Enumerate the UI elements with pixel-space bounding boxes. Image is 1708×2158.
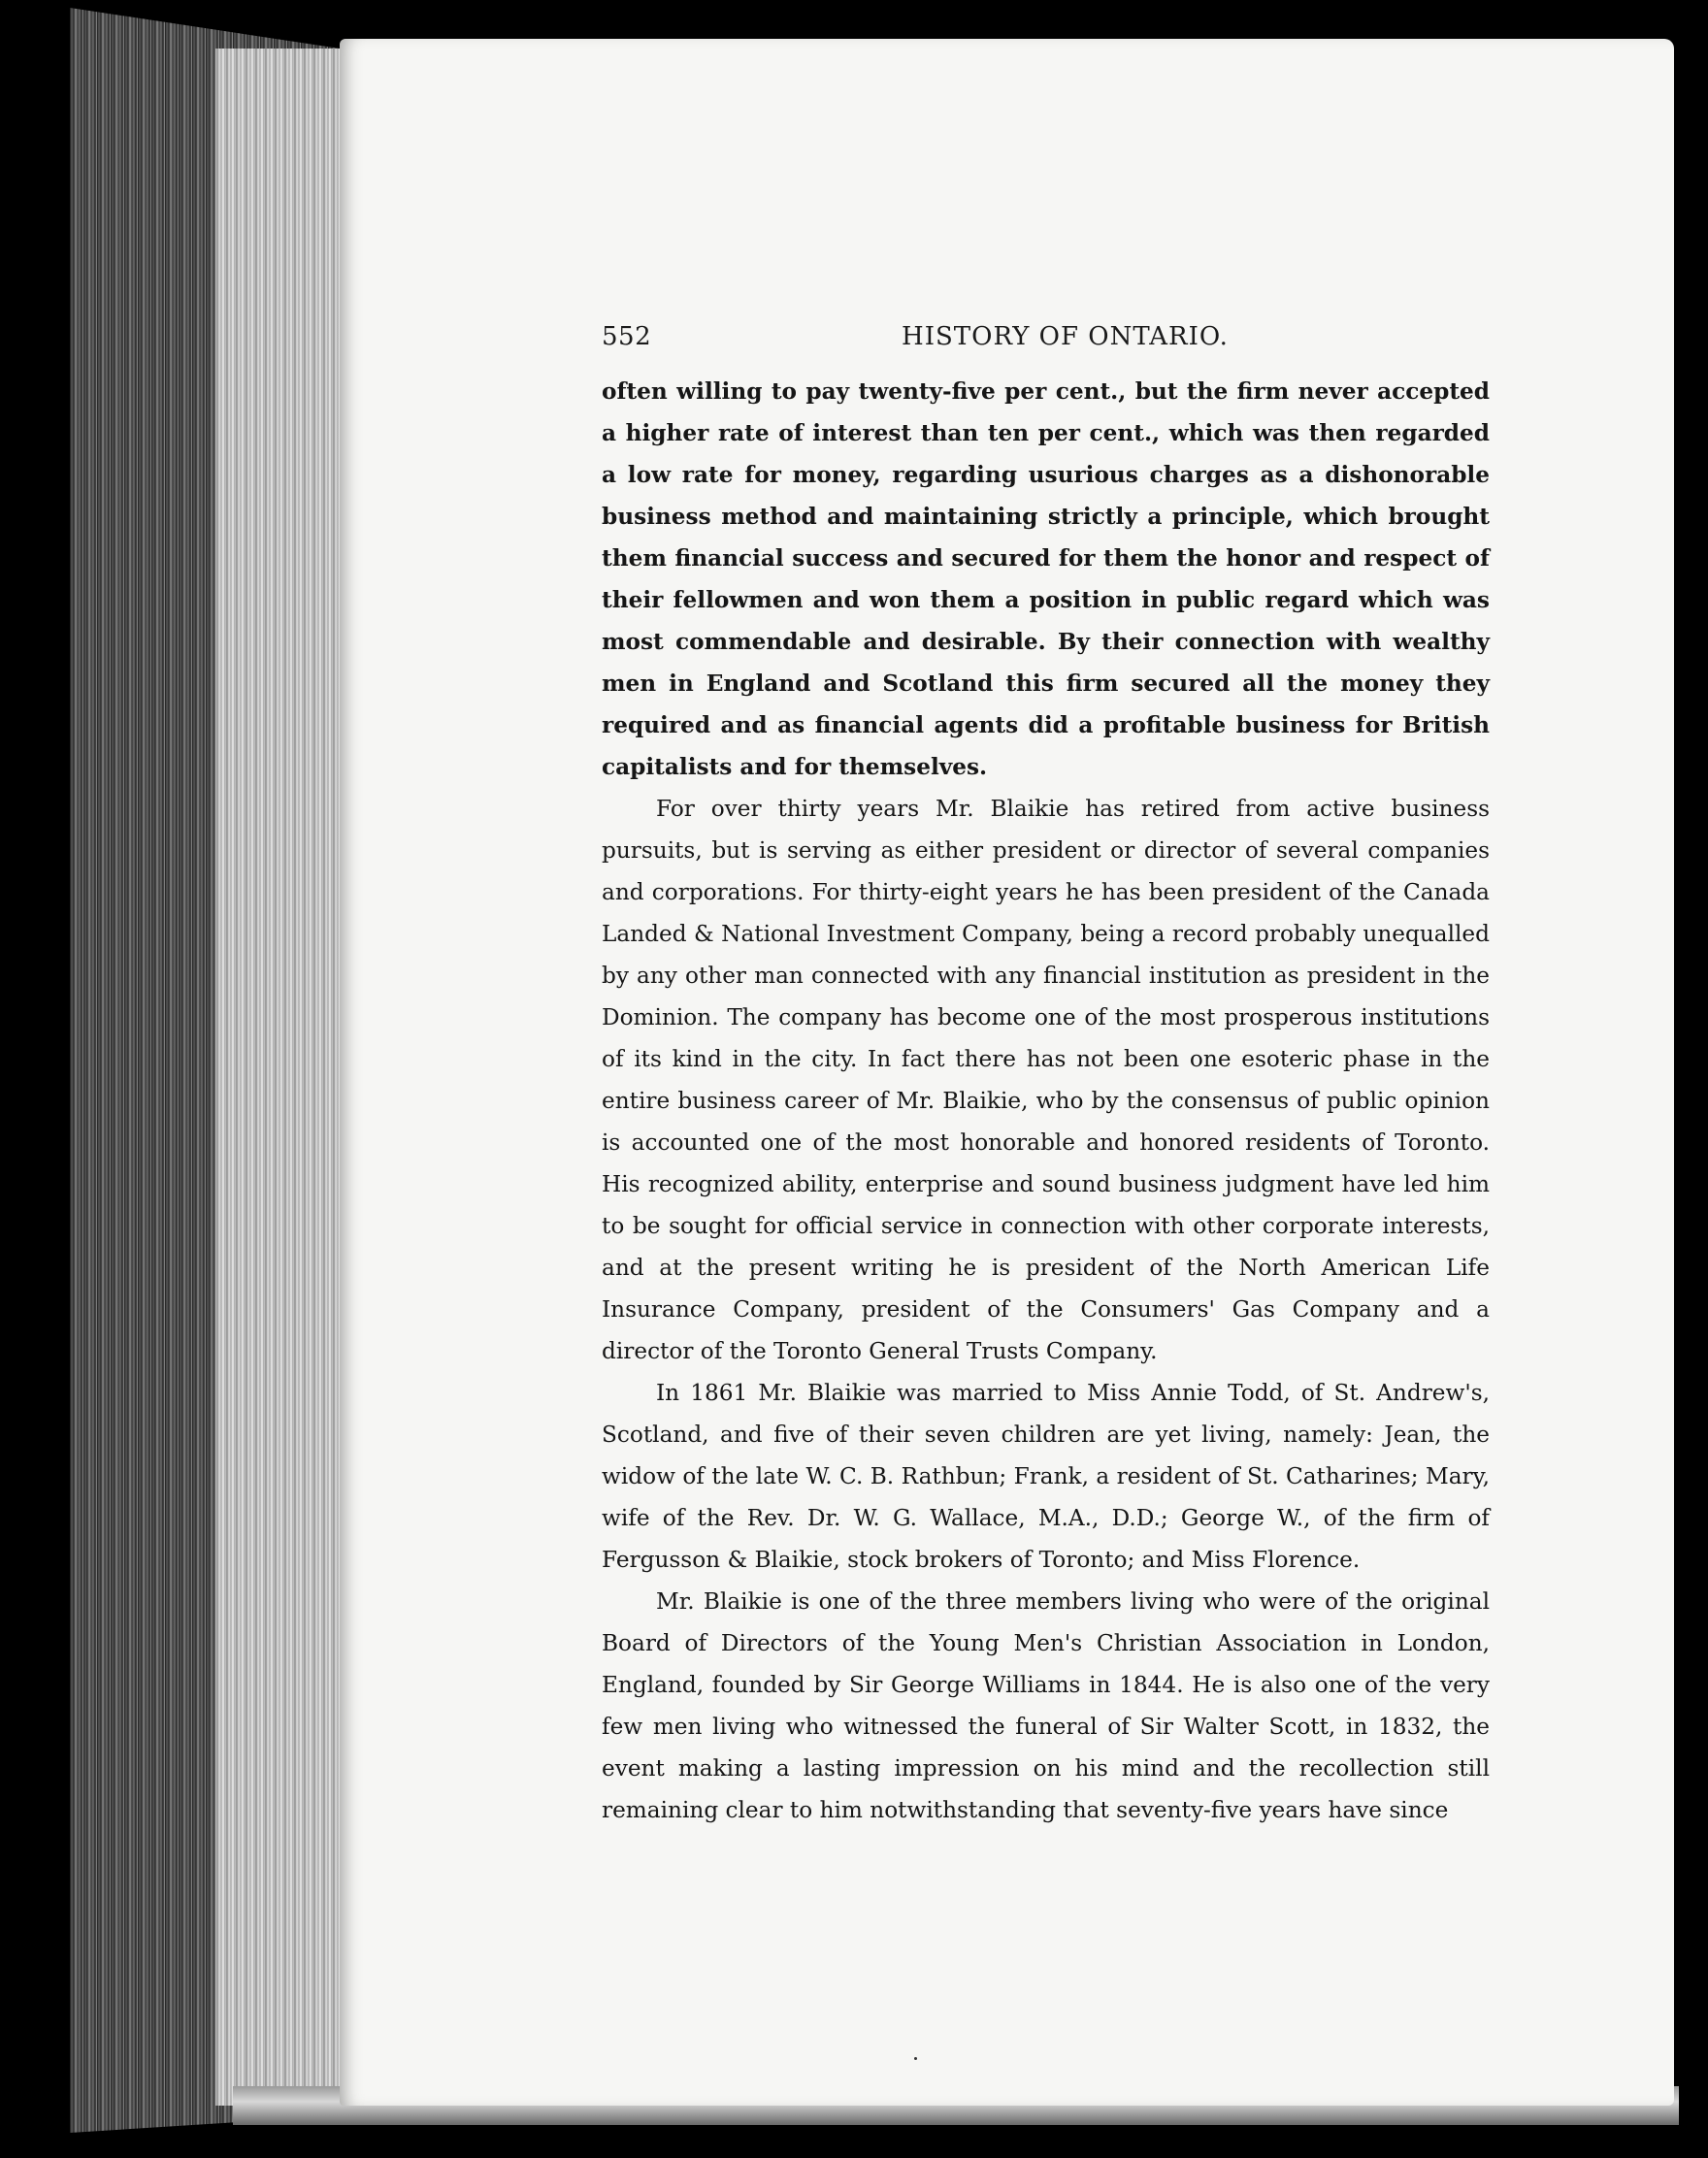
body-text [602, 371, 1490, 1831]
page-number: 552 [602, 322, 652, 351]
running-head: HISTORY OF ONTARIO. [902, 322, 1229, 351]
page-header [602, 322, 1490, 361]
paragraph-3: In 1861 Mr. Blaikie was married to Miss Annie Todd, of St. Andrew's, Scotland, and five of their seven children are yet living, namely: Jean, the widow of the late W. C. B. Rathbun; Frank, a resident of St. Catharines; Mary, wife of the Rev. Dr. W. G. Wallace, M.A., D.D.; George W., of the firm of Fergusson & Blaikie, stock brokers of Toronto; and Miss Florence. [602, 1380, 1490, 1573]
page-edges-inner [215, 49, 342, 2106]
paragraph-1: often willing to pay twenty-five per cent., but the firm never accepted a higher rate of interest than ten per cent., which was then regarded a low rate for money, regarding usurious charges as a dishonorable business method and maintaining strictly a principle, which brought them financial success and secured for them the honor and respect of their fellowmen and won them a position in public regard which was most commendable and desirable. By their connection with wealthy men in England and Scotland this firm secured all the money they required and as financial agents did a profitable business for British capitalists and for themselves. [602, 378, 1490, 780]
paragraph-4: Mr. Blaikie is one of the three members living who were of the original Board of Directors of the Young Men's Christian Association in London, England, founded by Sir George Williams in 1844. He is also one of the very few men living who witnessed the funeral of Sir Walter Scott, in 1832, the event making a lasting impression on his mind and the recollection still remaining clear to him notwithstanding that seventy-five years have since [602, 1588, 1490, 1823]
scan-speck [914, 2057, 917, 2060]
paragraph-2: For over thirty years Mr. Blaikie has retired from active business pursuits, but is serving as either president or director of several companies and corporations. For thirty-eight years he has been president of the Canada Landed & National Investment Company, being a record probably unequalled by any other man connected with any financial institution as president in the Dominion. The company has become one of the most prosperous institutions of its kind in the city. In fact there has not been one esoteric phase in the entire business career of Mr. Blaikie, who by the consensus of public opinion is accounted one of the most honorable and honored residents of Toronto. His recognized ability, enterprise and sound business judgment have led him to be sought for official service in connection with other corporate interests, and at the present writing he is president of the North American Life Insurance Company, president of the Consumers' Gas Company and a director of the Toronto General Trusts Company. [602, 796, 1490, 1364]
